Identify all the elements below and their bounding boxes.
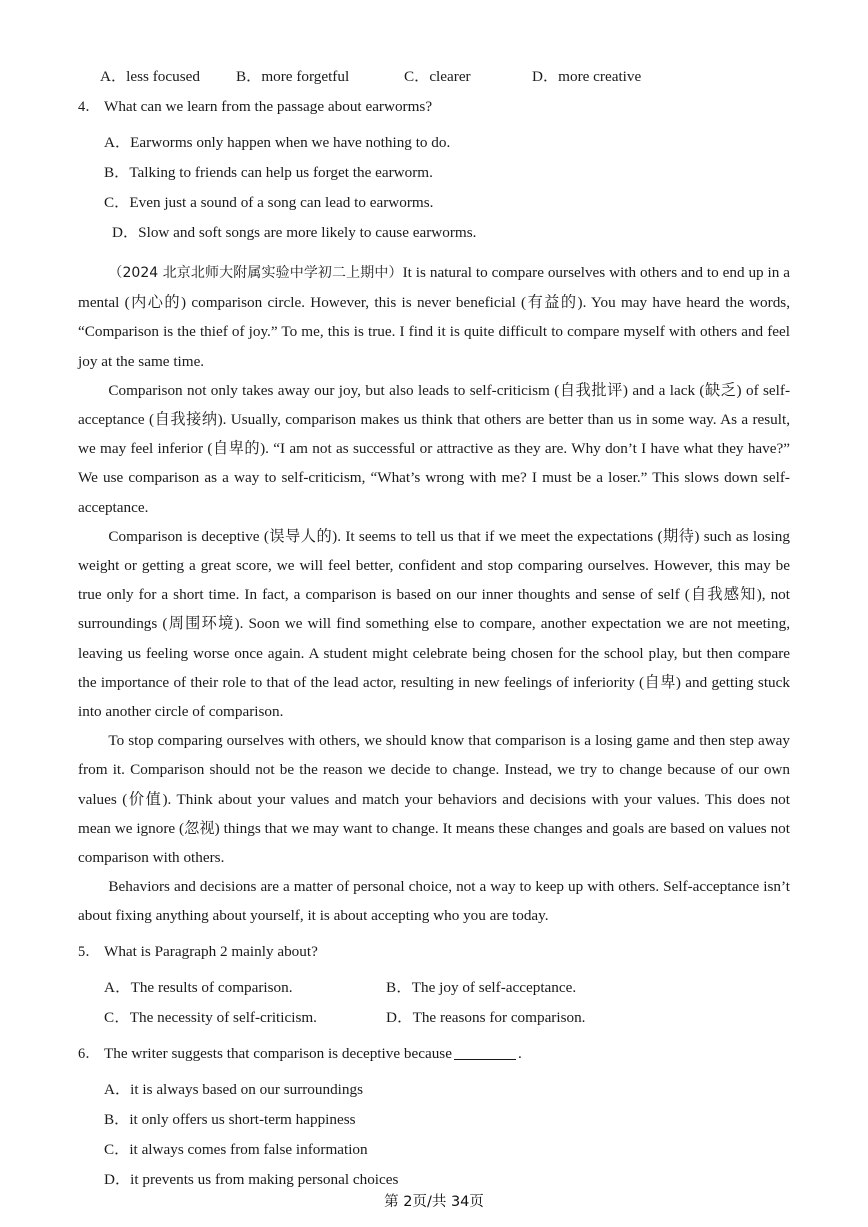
passage-paragraph-4: To stop comparing ourselves with others, we should know that comparison is a losing game and then step away from it. Comparison should not be the reason we decide to change. Instead, we try to change because of our own values (价值). Think about your values and match your behaviors and decisions with your values. This does not mean we ignore (忽视) things that we may want to change. It means these changes and goals are based on values not comparison with others. — [78, 732, 790, 867]
question-6-stem-after-blank: . — [517, 1044, 522, 1062]
question-6-option-a[interactable] — [78, 1075, 790, 1105]
question-5-option-d[interactable] — [386, 1003, 585, 1033]
question-4-option-d[interactable] — [78, 218, 790, 248]
option-text: it always comes from false information — [129, 1140, 368, 1158]
passage-paragraph-5: Behaviors and decisions are a matter of personal choice, not a way to keep up with others. Self-acceptance isn’t about fixing anything about yourself, it is about accepting who you are today. — [78, 878, 790, 925]
passage-paragraph-1 — [78, 258, 790, 376]
question-5-stem-text: What is Paragraph 2 mainly about? — [104, 942, 318, 960]
option-label: D． — [112, 224, 139, 241]
passage-source: （2024 北京北师大附属实验中学初二上期中） — [108, 265, 403, 281]
question-5-stem — [78, 937, 790, 967]
question-4-option-b[interactable] — [78, 158, 790, 188]
option-label: A． — [104, 134, 131, 151]
question-6-option-c[interactable] — [78, 1135, 790, 1165]
option-text: Earworms only happen when we have nothing to do. — [130, 134, 451, 151]
question-4-option-c[interactable] — [78, 188, 790, 218]
option-text: Slow and soft songs are more likely to cause earworms. — [138, 224, 477, 241]
question-3-option-b[interactable]: B．more forgetful — [236, 68, 350, 85]
question-4-stem-text: What can we learn from the passage about earworms? — [104, 98, 433, 115]
option-text: Even just a sound of a song can lead to earworms. — [129, 194, 434, 211]
passage-paragraph-1-text: It is natural to compare ourselves with others and to end up in a mental (内心的) comparison circle. However, this is never beneficial (有益的). You may have heard the words, “Comparison is the thief of joy.” To me, this is true. I find it is quite difficult to compare myself with others and feel joy at the same time. — [78, 264, 791, 370]
page-content — [78, 62, 790, 1195]
option-label: C． — [104, 1140, 130, 1158]
passage-paragraph-3: Comparison is deceptive (误导人的). It seems to tell us that if we meet the expectations (期待) such as losing weight or getting a great score, we will feel better, confident and stop comparing ourselves. However, this may be true only for a short time. In fact, a comparison is based on our inner thoughts and sense of self (自我感知), not surroundings (周围环境). Soon we will find something else to compare, another expectation we are not meeting, leaving us feeling worse once again. A student might celebrate being chosen for the school play, but then compare the importance of their role to that of the lead actor, resulting in new feelings of inferiority (自卑) and getting stuck into another circle of comparison. — [78, 527, 790, 721]
page-footer: 第 2页/共 34页 — [384, 1194, 484, 1210]
spacer — [78, 248, 790, 258]
option-text: The reasons for comparison. — [412, 1008, 586, 1026]
option-label: A． — [104, 1080, 131, 1098]
question-6-stem-text — [104, 1039, 790, 1069]
option-text: The results of comparison. — [130, 978, 293, 996]
option-label: C． — [104, 194, 130, 211]
question-4-option-a[interactable] — [78, 128, 790, 158]
question-5-option-b[interactable] — [386, 973, 576, 1003]
option-text: The joy of self-acceptance. — [411, 978, 577, 996]
question-3-options-row — [78, 62, 790, 92]
question-3-option-d[interactable]: D．more creative — [532, 68, 642, 85]
option-label: B． — [104, 164, 130, 181]
question-5-options-row-2 — [78, 1003, 790, 1033]
question-6-option-b[interactable] — [78, 1105, 790, 1135]
question-6-stem-before-blank: The writer suggests that comparison is deceptive because — [104, 1044, 452, 1062]
option-text: it is always based on our surroundings — [130, 1080, 364, 1098]
option-text: Talking to friends can help us forget the earworm. — [129, 164, 433, 181]
question-4-stem — [78, 92, 790, 122]
question-5-number: 5． — [78, 943, 100, 960]
option-label: C． — [104, 1008, 130, 1026]
question-5-option-c[interactable] — [104, 1003, 317, 1033]
option-label: D． — [386, 1008, 413, 1026]
option-text: it only offers us short-term happiness — [129, 1110, 356, 1128]
question-3-option-a[interactable]: A．less focused — [100, 68, 200, 85]
question-3-option-c[interactable]: C．clearer — [404, 68, 471, 85]
passage-paragraph-2: Comparison not only takes away our joy, but also leads to self-criticism (自我批评) and a lack (缺乏) of self-acceptance (自我接纳). Usually, comparison makes us think that others are better than us in some way. As a result, we may feel inferior (自卑的). “I am not as successful or attractive as they are. Why don’t I have what they have?” We use comparison as a way to self-criticism, “What’s wrong with me? I must be a loser.” This slows down self-acceptance. — [78, 381, 790, 516]
option-text: it prevents us from making personal choices — [130, 1170, 399, 1188]
option-text: The necessity of self-criticism. — [129, 1008, 317, 1026]
option-label: D． — [104, 1170, 131, 1188]
answer-blank[interactable] — [454, 1059, 516, 1060]
question-4-number: 4． — [78, 99, 100, 115]
question-6-number: 6． — [78, 1045, 100, 1062]
option-label: B． — [104, 1110, 130, 1128]
option-label: A． — [104, 978, 131, 996]
question-5-options-row-1 — [78, 973, 790, 1003]
question-5-option-a[interactable] — [104, 973, 293, 1003]
question-6-stem — [78, 1039, 790, 1069]
option-label: B． — [386, 978, 412, 996]
